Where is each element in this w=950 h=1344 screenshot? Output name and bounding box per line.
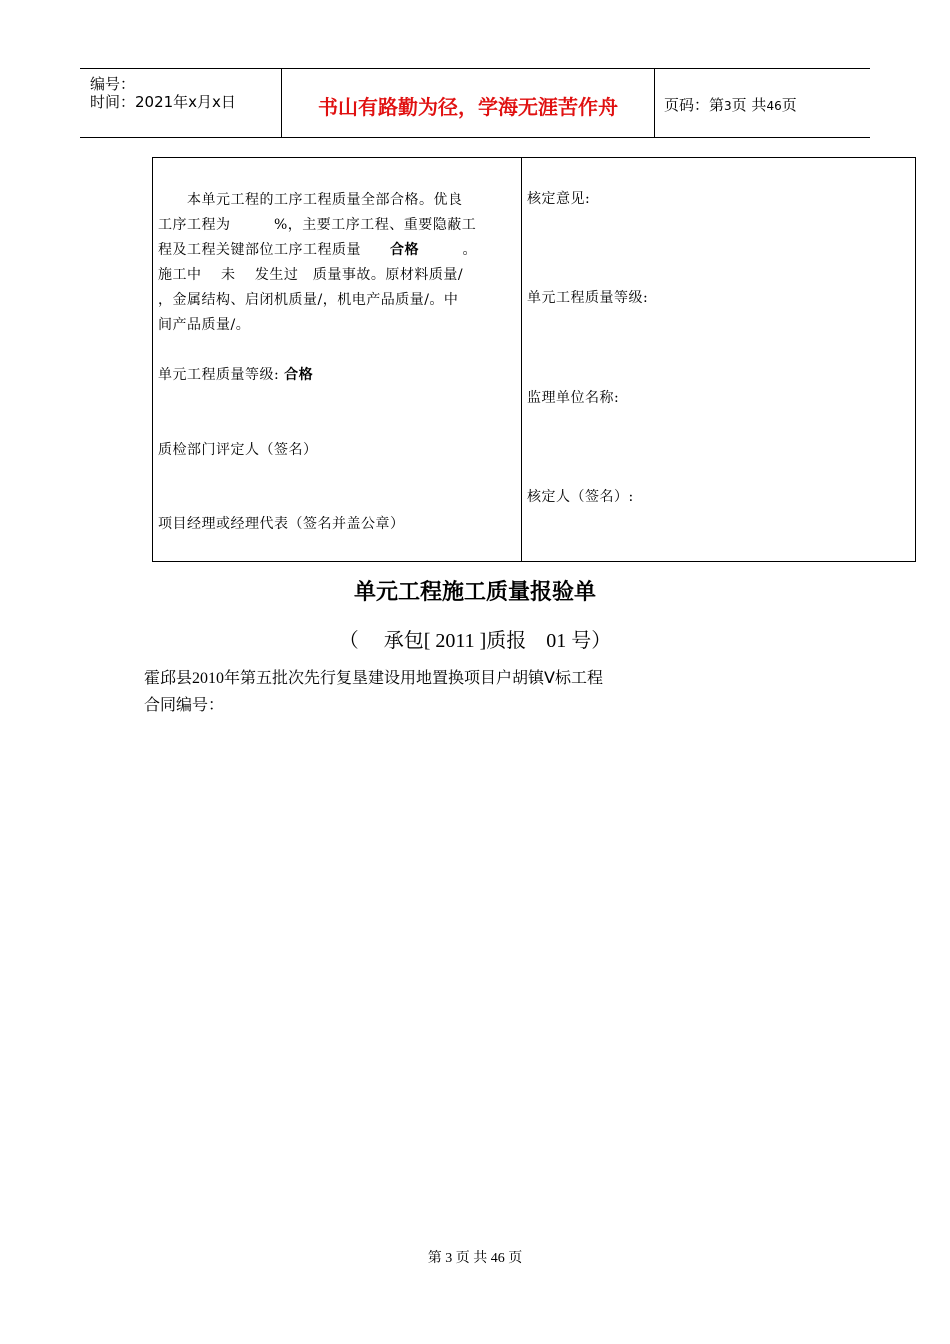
summary-line-5: ，金属结构、启闭机质量/，机电产品质量/。中 bbox=[158, 292, 459, 308]
unit-grade-value: 合格 bbox=[284, 367, 314, 383]
page-suffix: 页 bbox=[781, 96, 797, 114]
evaluation-table bbox=[152, 157, 916, 562]
page-footer: 第 3 页 共 46 页 bbox=[427, 1251, 523, 1266]
summary-line-3 bbox=[158, 239, 477, 259]
number-label: 编号： bbox=[90, 75, 136, 93]
unit-grade-label: 单元工程质量等级: bbox=[158, 367, 280, 383]
form-subtitle: （ 承包[ 2011 ]质报 01 号） bbox=[338, 630, 612, 652]
approver-signature-label: 核定人（签名）: bbox=[527, 489, 634, 505]
summary-line-4: 施工中 未 发生过 质量事故。原材料质量/ bbox=[158, 267, 464, 283]
header-motto: 书山有路勤为径，学海无涯苦作舟 bbox=[318, 95, 618, 119]
summary-line-1: 本单元工程的工序工程质量全部合格。优良 bbox=[158, 192, 463, 208]
summary-line-3-grade: 合格 bbox=[390, 242, 419, 258]
approval-grade-label: 单元工程质量等级: bbox=[527, 290, 649, 306]
header-page-cell bbox=[654, 69, 870, 137]
page-current: 3 bbox=[724, 99, 732, 113]
page-total: 46 bbox=[766, 99, 782, 113]
header-meta bbox=[80, 69, 281, 137]
summary-line-6: 间产品质量/。 bbox=[158, 317, 251, 333]
qc-signature-label: 质检部门评定人（签名） bbox=[158, 442, 318, 458]
contract-number-label: 合同编号： bbox=[144, 697, 225, 714]
page-prefix: 页码：第 bbox=[664, 96, 725, 114]
page-mid: 页 共 bbox=[731, 96, 767, 114]
time-label: 时间：2021年x月x日 bbox=[90, 93, 236, 111]
pm-signature-label: 项目经理或经理代表（签名并盖公章） bbox=[158, 516, 405, 532]
header-page-number bbox=[664, 94, 797, 115]
approval-opinion-label: 核定意见: bbox=[527, 191, 591, 207]
supervisor-name-label: 监理单位名称: bbox=[527, 390, 620, 406]
table-divider bbox=[521, 158, 522, 561]
project-name: 霍邱县2010年第五批次先行复垦建设用地置换项目户胡镇Ⅴ标工程 bbox=[144, 670, 603, 687]
page-header bbox=[80, 68, 870, 138]
header-motto-cell bbox=[281, 69, 655, 137]
summary-line-3c: 。 bbox=[419, 242, 477, 258]
summary-line-3a: 程及工程关键部位工序工程质量 bbox=[158, 242, 390, 258]
form-title: 单元工程施工质量报验单 bbox=[353, 580, 596, 605]
summary-line-2: 工序工程为 %，主要工序工程、重要隐蔽工 bbox=[158, 217, 477, 233]
unit-grade bbox=[158, 364, 313, 384]
